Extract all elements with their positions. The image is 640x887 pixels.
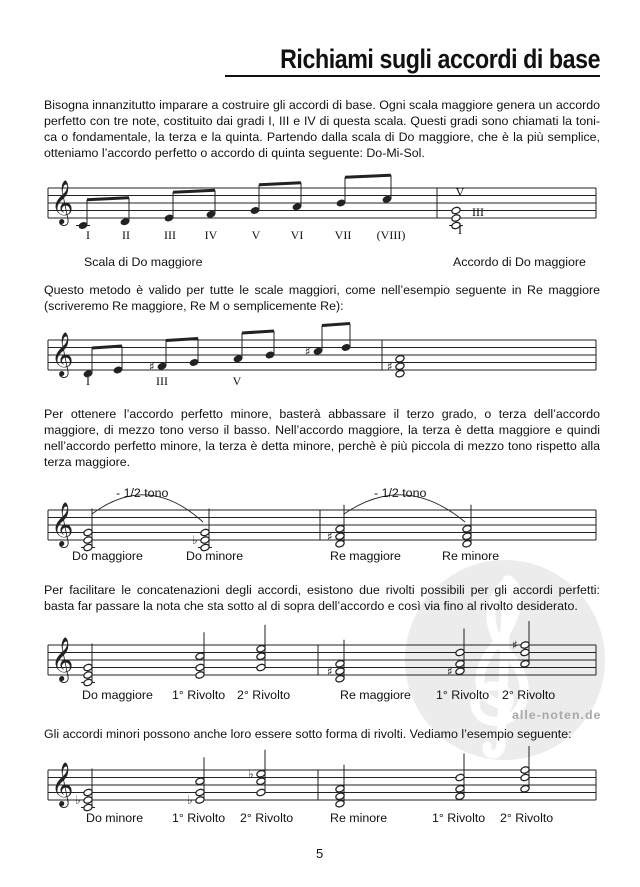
chord-label: Do maggiore [72, 549, 143, 563]
flat-icon: ♭ [187, 793, 193, 807]
paragraph-method: Questo metodo è valido per tutte le scale maggiori, come nell’esempio seguente in Re maggiore (scriveremo Re maggiore, Re M o semplicemente Re): [44, 283, 600, 313]
degree-label: I [86, 374, 90, 388]
note-head [395, 354, 405, 363]
watermark-text: alle-noten.de [512, 708, 602, 722]
note-head [395, 362, 405, 371]
page-title: Richiami sugli accordi di base [279, 44, 600, 74]
treble-clef-icon: 𝄞 [51, 762, 74, 806]
degree-label: V [232, 374, 242, 388]
sharp-icon: ♯ [327, 664, 333, 679]
note-head [451, 206, 461, 215]
degree-label: VI [290, 228, 304, 242]
annotation-half-tone: - 1/2 tono [374, 486, 427, 500]
chord-degree-middle: III [472, 205, 484, 219]
chord-label: Re maggiore [330, 549, 401, 563]
note-beam [166, 339, 198, 341]
chord-label: Do minore [86, 811, 144, 825]
note-beam [322, 324, 350, 326]
label-scale: Scala di Do maggiore [84, 255, 203, 269]
paragraph-minor: Per ottenere l’accordo perfetto minore, basterà abbassare il terzo grado, o terza dell’accordo maggiore, di mezzo tono verso il basso. Nell’accordo maggiore, la terza è detta maggiore e quindi nell’accordo perfetto minore, la terza è detta minore, perchè è più piccola di mezzo tono rispetto alla terza maggiore. [44, 407, 600, 469]
degree-label: (VIII) [376, 228, 406, 242]
sharp-icon: ♯ [305, 344, 311, 359]
degree-label: III [156, 374, 168, 388]
chord-degree-bottom: I [458, 223, 462, 237]
chord-label: Do maggiore [82, 688, 153, 702]
chord-label: Do minore [186, 549, 244, 563]
chord-label: 2° Rivolto [502, 688, 556, 702]
flat-icon: ♭ [192, 533, 198, 547]
degree-label: VII [334, 228, 352, 242]
paragraph-inversions: Per facilitare le concatenazioni degli accordi, esistono due rivolti possibili per gli accordi perfetti: basta far passare la nota che sta sotto al di sopra dell’accordo e così via fino al rivolto desiderato. [44, 583, 600, 613]
chord-label: Re minore [442, 549, 500, 563]
chord-label: Re minore [330, 811, 388, 825]
chord-label: 2° Rivolto [240, 811, 294, 825]
degree-label: I [86, 228, 90, 242]
degree-label: II [122, 228, 130, 242]
chord-label: 2° Rivolto [237, 688, 291, 702]
page-number: 5 [316, 846, 324, 861]
degree-label: III [164, 228, 176, 242]
chord-degree-top: V [455, 185, 465, 199]
sharp-icon: ♯ [387, 359, 393, 374]
sharp-icon: ♯ [447, 664, 453, 679]
chord-label: 1° Rivolto [172, 688, 226, 702]
degree-label: V [251, 228, 261, 242]
flat-icon: ♭ [75, 793, 81, 807]
note-head [395, 369, 405, 378]
note-beam [87, 198, 129, 200]
note-beam [92, 346, 122, 348]
note-beam [242, 331, 274, 333]
note-beam [259, 183, 301, 185]
paragraph-intro: Bisogna innanzitutto imparare a costruire gli accordi di base. Ogni scala maggiore genera un accordo perfetto con tre note, costituito dai gradi I, III e IV di questa scala. Questi gradi sono chiamati la toni-ca o fondamentale, la terza e la quinta. Partendo dalla scala di Do maggiore, che è la più semplice, otteniamo l’accordo perfetto o accordo di quinta seguente: Do-Mi-Sol. [44, 98, 600, 160]
flat-icon: ♭ [248, 766, 254, 781]
treble-clef-icon: 𝄞 [51, 502, 74, 546]
chord-label: 1° Rivolto [436, 688, 490, 702]
chord-label: 1° Rivolto [172, 811, 226, 825]
annotation-half-tone: - 1/2 tono [116, 486, 169, 500]
treble-clef-icon: 𝄞 [51, 180, 74, 224]
label-chord: Accordo di Do maggiore [453, 255, 586, 269]
degree-label: IV [204, 228, 218, 242]
note-beam [173, 190, 215, 192]
note-head [451, 214, 461, 223]
chord-label: 1° Rivolto [432, 811, 486, 825]
sharp-icon: ♯ [149, 359, 155, 374]
treble-clef-icon: 𝄞 [51, 332, 74, 376]
chord-label: Re maggiore [340, 688, 411, 702]
sharp-icon: ♯ [512, 638, 518, 652]
note-beam [345, 175, 391, 177]
sharp-icon: ♯ [327, 529, 333, 544]
paragraph-minor-inversions: Gli accordi minori possono anche loro essere sotto forma di rivolti. Vediamo l’esempio seguente: [44, 727, 572, 741]
treble-clef-icon: 𝄞 [51, 637, 74, 681]
chord-label: 2° Rivolto [500, 811, 554, 825]
